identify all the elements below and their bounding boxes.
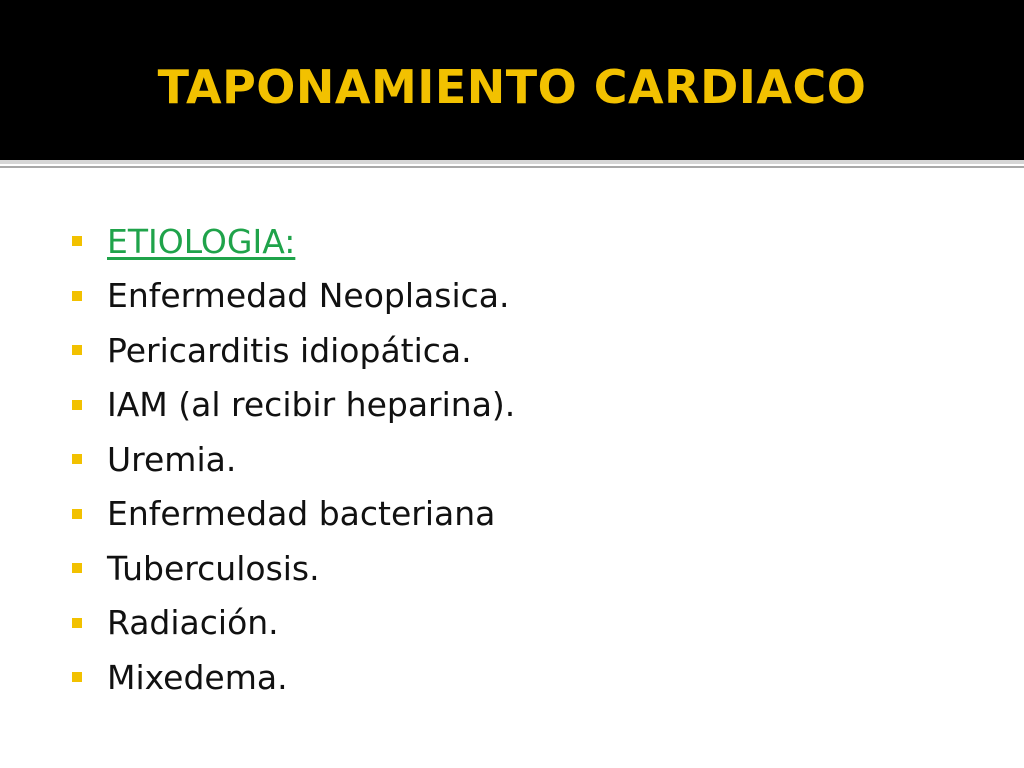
square-bullet-icon <box>72 236 82 246</box>
title-divider-thin <box>0 166 1024 168</box>
list-item <box>72 541 515 596</box>
bullet-text: Pericarditis idiopática. <box>107 330 472 370</box>
title-bar <box>0 0 1024 160</box>
list-item <box>72 487 515 542</box>
bullet-text: IAM (al recibir heparina). <box>107 385 516 425</box>
list-item <box>72 432 515 487</box>
square-bullet-icon <box>72 618 82 628</box>
square-bullet-icon <box>72 345 82 355</box>
bullet-text: Enfermedad Neoplasica. <box>107 276 510 316</box>
list-item <box>72 269 515 324</box>
bullet-text: Radiación. <box>107 603 279 643</box>
bullet-text: Enfermedad bacteriana <box>107 494 496 534</box>
bullet-text: Tuberculosis. <box>107 548 320 588</box>
bullet-item-etiologia[interactable] <box>72 214 515 269</box>
slide-title: TAPONAMIENTO CARDIACO <box>157 60 867 114</box>
bullet-text: Uremia. <box>107 439 237 479</box>
bullet-list <box>72 214 515 705</box>
etiologia-link[interactable]: ETIOLOGIA: <box>107 221 296 261</box>
square-bullet-icon <box>72 400 82 410</box>
list-item <box>72 596 515 651</box>
list-item <box>72 650 515 705</box>
list-item <box>72 378 515 433</box>
square-bullet-icon <box>72 454 82 464</box>
bullet-text: Mixedema. <box>107 657 288 697</box>
list-item <box>72 323 515 378</box>
title-divider <box>0 160 1024 164</box>
square-bullet-icon <box>72 563 82 573</box>
square-bullet-icon <box>72 291 82 301</box>
square-bullet-icon <box>72 509 82 519</box>
square-bullet-icon <box>72 672 82 682</box>
